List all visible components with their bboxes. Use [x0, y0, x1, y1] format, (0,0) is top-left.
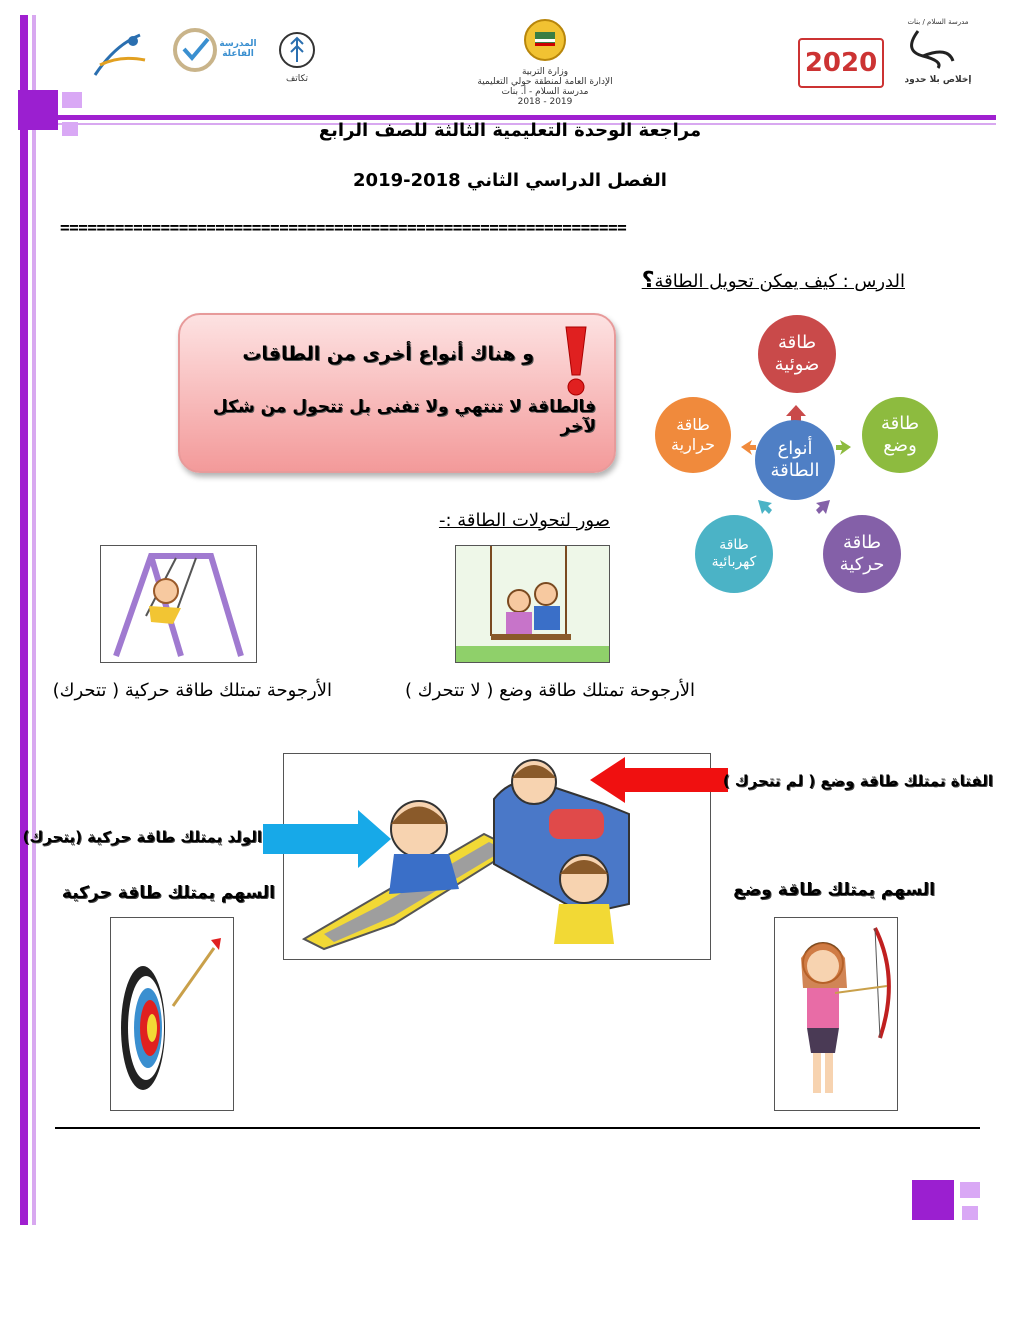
diagram-kinetic-energy: طاقة حركية — [823, 515, 901, 593]
district-name: الإدارة العامة لمنطقة حولي التعليمية — [477, 77, 613, 87]
takatof-logo — [272, 30, 322, 85]
swing-kinetic-image — [100, 545, 257, 663]
vision-2020-text: 2020 — [804, 48, 878, 78]
ministry-logo — [470, 18, 620, 116]
effective-school-logo — [170, 25, 260, 75]
effective-school-logo-text: المدرسة الفاعلة — [219, 39, 257, 59]
arrow-potential-caption: السهم يمتلك طاقة وضع — [733, 880, 935, 900]
frame-corner-square — [18, 90, 58, 130]
arrow-target-image — [110, 917, 234, 1111]
school-year-label: 2018 - 2019 — [517, 97, 573, 107]
blue-arrow-icon — [263, 810, 393, 868]
takatof-logo-text: تكاتف — [285, 74, 309, 84]
info-line-2: فالطاقة لا تنتهي ولا تفنى بل تتحول من شكل لآخر — [212, 397, 596, 437]
diagram-electric-energy: طاقة كهربائية — [695, 515, 773, 593]
boy-kinetic-caption: الولد يمتلك طاقة حركية (يتحرك) — [22, 828, 262, 846]
frame-left-bar — [20, 15, 28, 1225]
frame-corner-square-small — [62, 122, 78, 136]
lesson-label: الدرس : كيف يمكن تحويل الطاقة — [654, 271, 905, 292]
diagram-potential-energy: طاقة وضع — [862, 397, 938, 473]
school-slogan-logo — [898, 18, 978, 93]
frame-corner-square-small — [62, 92, 82, 108]
arrow-kinetic-caption: السهم يمتلك طاقة حركية — [61, 883, 275, 903]
lesson-question-mark: ؟ — [641, 268, 655, 293]
lesson-heading — [630, 268, 905, 293]
frame-corner-square-small — [960, 1182, 980, 1198]
energy-types-diagram — [640, 315, 960, 600]
school-name: مدرسة السلام - أ. بنات — [501, 87, 589, 97]
school-slogan-top: مدرسة السلام / بنات — [907, 18, 969, 26]
swing-potential-caption: الأرجوحة تمتلك طاقة وضع ( لا تتحرك ) — [405, 680, 695, 701]
swing-kinetic-caption: الأرجوحة تمتلك طاقة حركية ( تتحرك) — [52, 680, 332, 701]
school-slogan-text: إخلاص بلا حدود — [904, 75, 972, 85]
girl-potential-caption: الفتاة تمتلك طاقة وضع ( لم تتحرك ) — [722, 772, 993, 790]
info-line-1: و هناك أنواع أخرى من الطاقات — [242, 343, 534, 365]
archer-girl-image — [774, 917, 898, 1111]
sport-logo — [85, 25, 155, 85]
diagram-thermal-energy: طاقة حرارية — [655, 397, 731, 473]
transformations-heading: صور لتحولات الطاقة :- — [438, 510, 610, 531]
exclamation-icon — [562, 325, 590, 397]
diagram-center-circle: أنواع الطاقة — [755, 420, 835, 500]
frame-corner-square — [912, 1180, 954, 1220]
page-subtitle: الفصل الدراسي الثاني 2018-2019 — [353, 170, 667, 191]
red-arrow-icon — [590, 757, 728, 803]
bottom-divider — [55, 1127, 980, 1129]
page-title: مراجعة الوحدة التعليمية الثالثة للصف الرابع — [318, 120, 702, 141]
info-box — [178, 313, 616, 473]
diagram-light-energy: طاقة ضوئية — [758, 315, 836, 393]
separator-line: ============================================================== — [60, 218, 627, 237]
frame-left-bar-light — [32, 15, 36, 1225]
vision-2020-logo — [798, 38, 884, 88]
swing-potential-image — [455, 545, 610, 663]
ministry-name: وزارة التربية — [521, 67, 569, 77]
frame-corner-square-small — [962, 1206, 978, 1220]
